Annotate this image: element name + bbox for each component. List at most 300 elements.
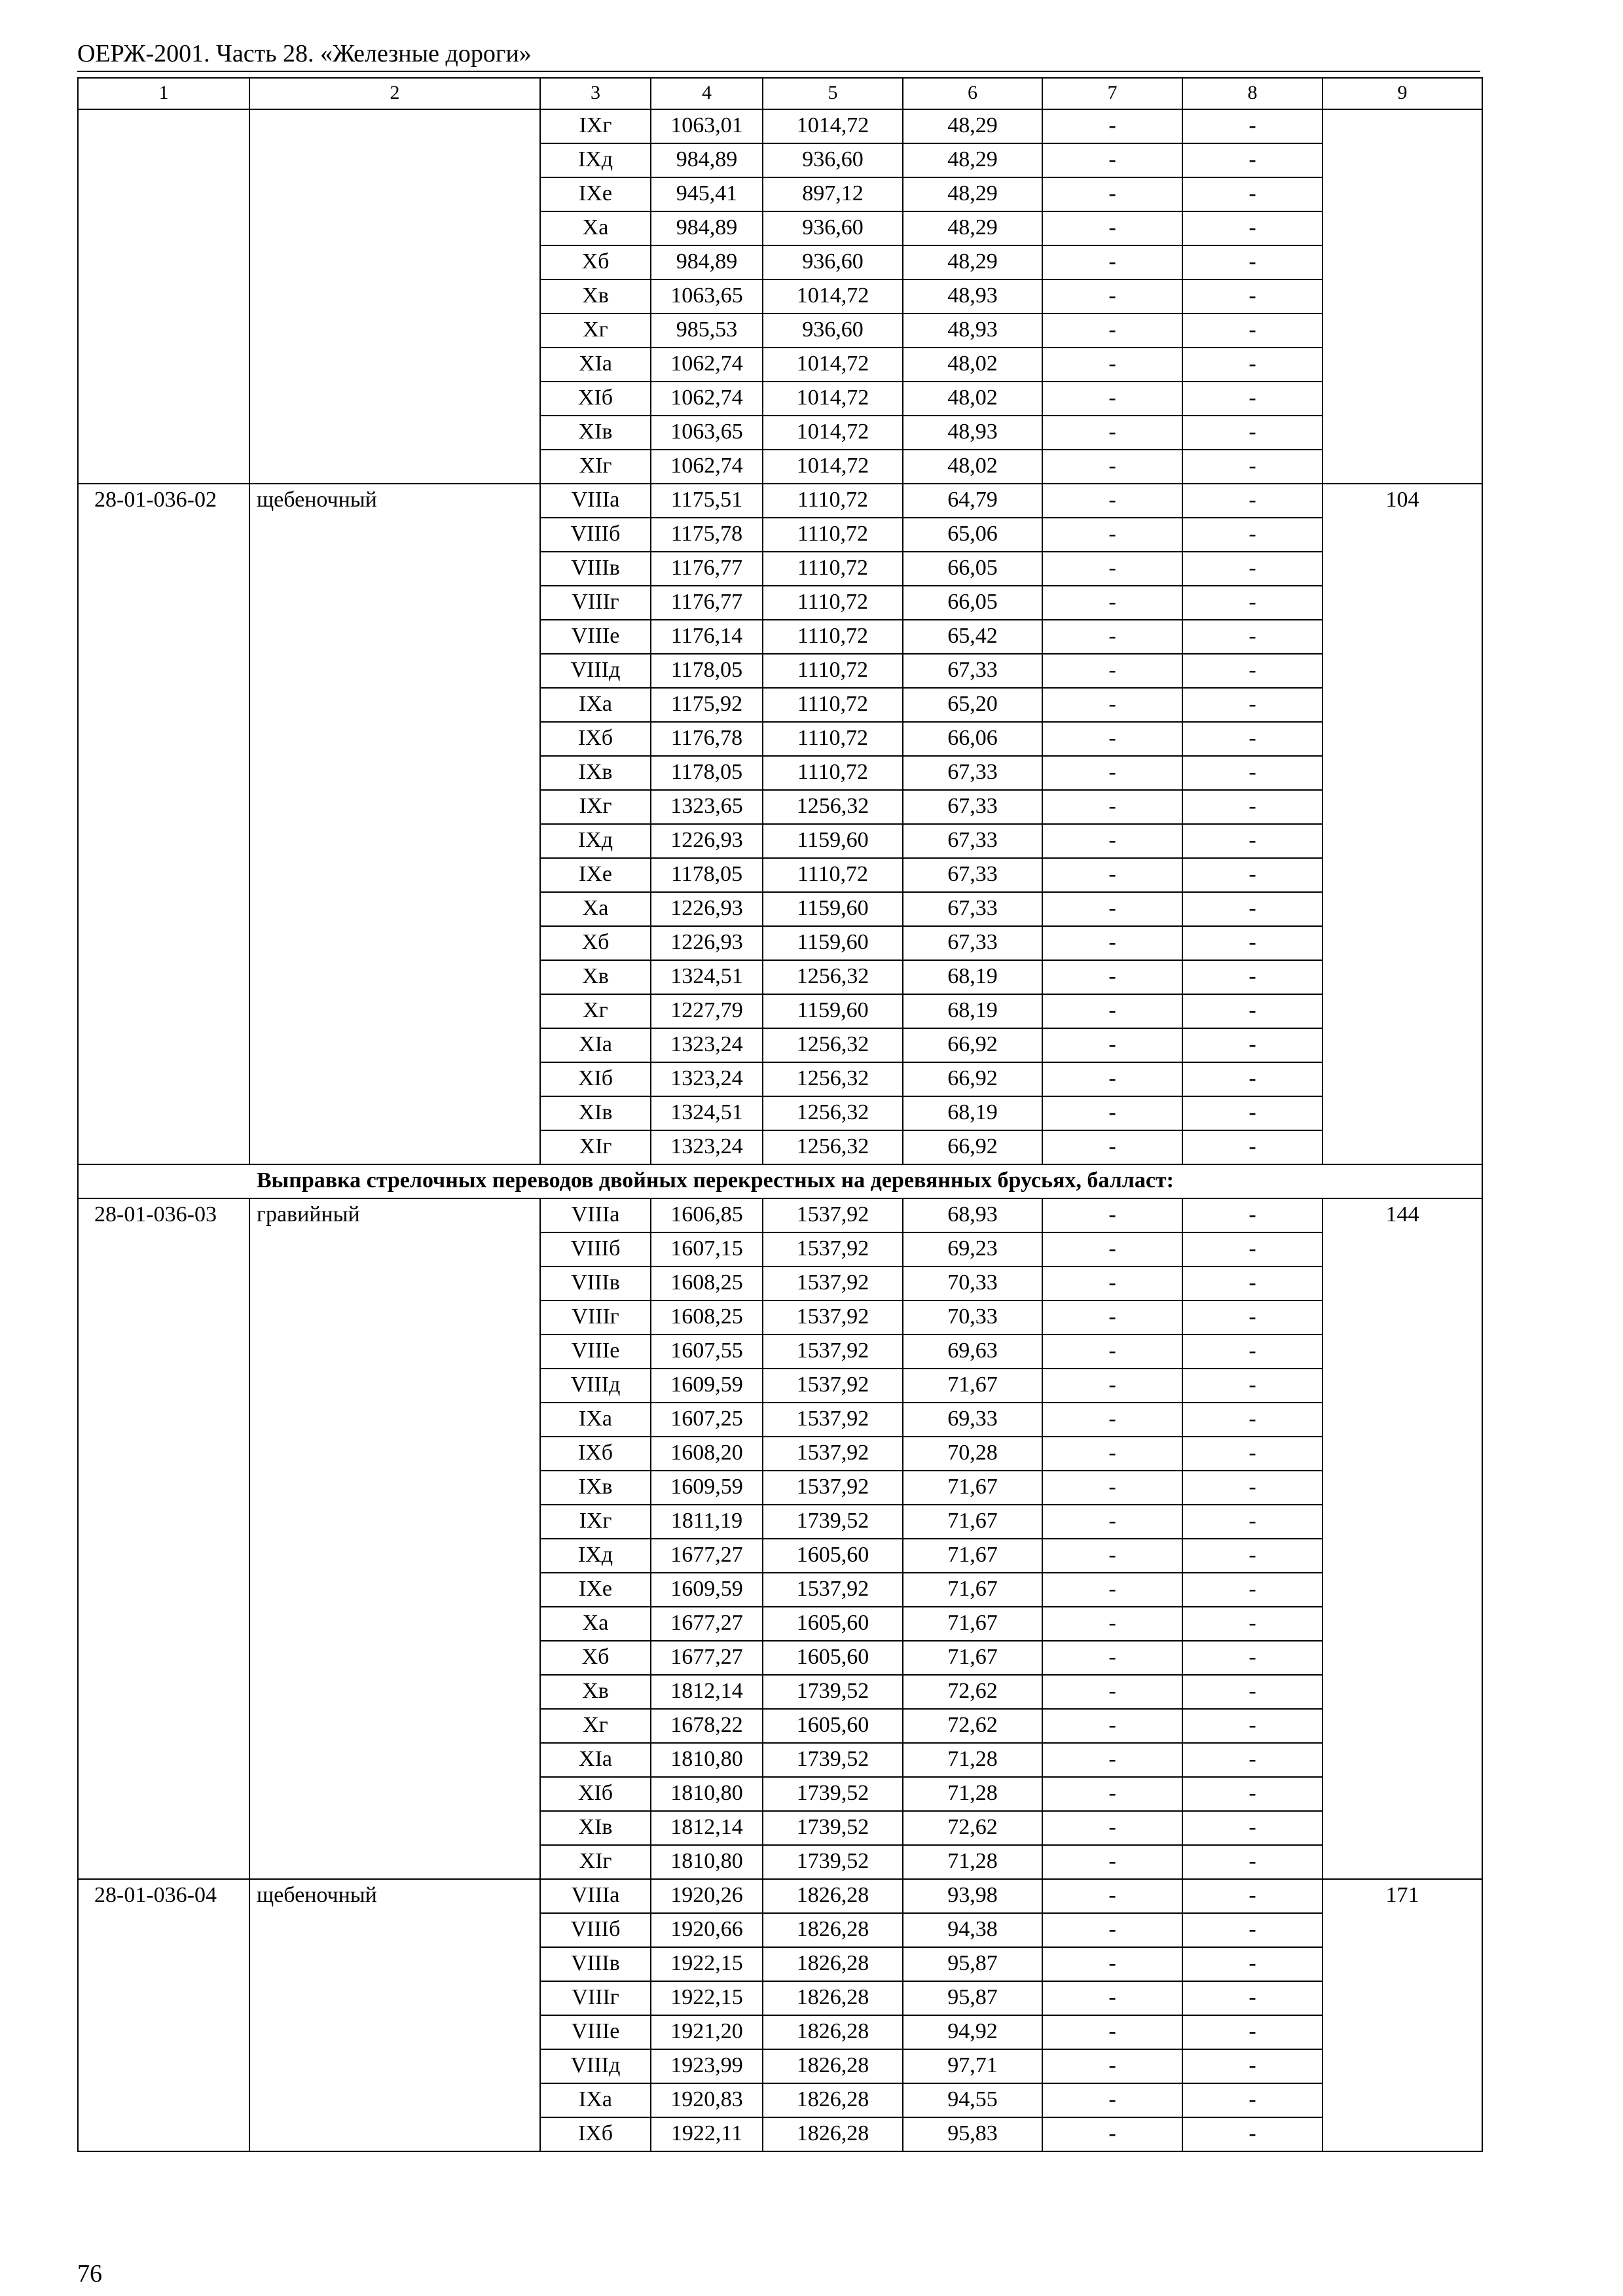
column-number-row — [78, 78, 1482, 109]
value-cell: 71,67 — [903, 1471, 1042, 1505]
value-cell: - — [1182, 348, 1322, 382]
value-cell: 94,92 — [903, 2015, 1042, 2049]
value-cell: 1014,72 — [763, 382, 903, 416]
value-cell: VIIIв — [540, 1947, 651, 1981]
table-row — [78, 109, 1482, 143]
value-cell: VIIIб — [540, 1913, 651, 1947]
value-cell: - — [1042, 1675, 1182, 1709]
value-cell: 97,71 — [903, 2049, 1042, 2083]
value-cell: 897,12 — [763, 177, 903, 211]
value-cell: - — [1182, 143, 1322, 177]
value-cell: - — [1042, 1913, 1182, 1947]
value-cell: - — [1042, 858, 1182, 892]
value-cell: - — [1042, 1811, 1182, 1845]
value-cell: 1323,24 — [651, 1130, 763, 1164]
value-cell: 1605,60 — [763, 1607, 903, 1641]
value-cell: 1608,20 — [651, 1437, 763, 1471]
value-cell: - — [1182, 1266, 1322, 1300]
value-cell: - — [1042, 2117, 1182, 2151]
value-cell: 69,23 — [903, 1232, 1042, 1266]
value-cell: 1323,24 — [651, 1062, 763, 1096]
value-cell: 48,93 — [903, 416, 1042, 450]
value-cell: Xг — [540, 314, 651, 348]
value-cell: 1227,79 — [651, 994, 763, 1028]
value-cell: Xб — [540, 926, 651, 960]
column-number-cell: 4 — [651, 78, 763, 109]
value-cell: 70,33 — [903, 1266, 1042, 1300]
section-heading: Выправка стрелочных переводов двойных перекрестных на деревянных брусьях, балласт: — [78, 1164, 1482, 1198]
value-cell: - — [1182, 177, 1322, 211]
value-cell: VIIIб — [540, 518, 651, 552]
column-number-cell: 2 — [249, 78, 540, 109]
value-cell: VIIIа — [540, 1198, 651, 1232]
value-cell: IXа — [540, 688, 651, 722]
value-cell: 1607,25 — [651, 1403, 763, 1437]
value-cell: 67,33 — [903, 892, 1042, 926]
value-cell: - — [1182, 552, 1322, 586]
value-cell: 1605,60 — [763, 1641, 903, 1675]
value-cell: 1159,60 — [763, 824, 903, 858]
value-cell: - — [1182, 824, 1322, 858]
value-cell: 1110,72 — [763, 586, 903, 620]
value-cell: Xв — [540, 279, 651, 314]
value-cell: 936,60 — [763, 245, 903, 279]
col9-cell: 144 — [1322, 1198, 1482, 1879]
value-cell: 68,93 — [903, 1198, 1042, 1232]
value-cell: - — [1182, 858, 1322, 892]
value-cell: 1178,05 — [651, 654, 763, 688]
value-cell: 1537,92 — [763, 1300, 903, 1335]
value-cell: - — [1042, 1300, 1182, 1335]
value-cell: 1537,92 — [763, 1403, 903, 1437]
value-cell: - — [1182, 1879, 1322, 1913]
value-cell: - — [1182, 2083, 1322, 2117]
value-cell: XIг — [540, 1130, 651, 1164]
value-cell: - — [1182, 1573, 1322, 1607]
value-cell: 1826,28 — [763, 2049, 903, 2083]
value-cell: - — [1042, 1096, 1182, 1130]
value-cell: 48,29 — [903, 143, 1042, 177]
value-cell: 1677,27 — [651, 1641, 763, 1675]
value-cell: VIIIа — [540, 1879, 651, 1913]
value-cell: - — [1182, 416, 1322, 450]
value-cell: VIIIе — [540, 2015, 651, 2049]
value-cell: - — [1182, 1198, 1322, 1232]
ballast-cell: щебеночный — [249, 1879, 540, 2151]
value-cell: 48,93 — [903, 314, 1042, 348]
value-cell: - — [1182, 892, 1322, 926]
value-cell: XIб — [540, 1062, 651, 1096]
value-cell: - — [1182, 382, 1322, 416]
value-cell: 71,67 — [903, 1607, 1042, 1641]
value-cell: IXб — [540, 722, 651, 756]
value-cell: 1226,93 — [651, 926, 763, 960]
value-cell: 1537,92 — [763, 1335, 903, 1369]
value-cell: - — [1182, 1403, 1322, 1437]
value-cell: 69,63 — [903, 1335, 1042, 1369]
value-cell: 95,83 — [903, 2117, 1042, 2151]
value-cell: 1739,52 — [763, 1505, 903, 1539]
value-cell: 1811,19 — [651, 1505, 763, 1539]
value-cell: 1607,15 — [651, 1232, 763, 1266]
page-header-title: ОЕРЖ-2001. Часть 28. «Железные дороги» — [77, 40, 532, 67]
value-cell: 94,55 — [903, 2083, 1042, 2117]
value-cell: 69,33 — [903, 1403, 1042, 1437]
value-cell: - — [1182, 1675, 1322, 1709]
value-cell: - — [1182, 2015, 1322, 2049]
value-cell: 1226,93 — [651, 892, 763, 926]
value-cell: - — [1042, 1879, 1182, 1913]
value-cell: XIв — [540, 1096, 651, 1130]
value-cell: IXв — [540, 1471, 651, 1505]
value-cell: - — [1042, 790, 1182, 824]
value-cell: 1256,32 — [763, 1028, 903, 1062]
value-cell: 72,62 — [903, 1709, 1042, 1743]
value-cell: 1609,59 — [651, 1369, 763, 1403]
value-cell: - — [1182, 1096, 1322, 1130]
value-cell: 71,67 — [903, 1573, 1042, 1607]
value-cell: 72,62 — [903, 1811, 1042, 1845]
value-cell: 48,02 — [903, 450, 1042, 484]
value-cell: - — [1042, 586, 1182, 620]
value-cell: - — [1182, 1505, 1322, 1539]
value-cell: - — [1182, 109, 1322, 143]
value-cell: 67,33 — [903, 654, 1042, 688]
value-cell: - — [1042, 688, 1182, 722]
column-number-cell: 6 — [903, 78, 1042, 109]
value-cell: IXд — [540, 1539, 651, 1573]
value-cell: 1810,80 — [651, 1743, 763, 1777]
value-cell: - — [1182, 994, 1322, 1028]
value-cell: 68,19 — [903, 960, 1042, 994]
value-cell: 1922,15 — [651, 1981, 763, 2015]
value-cell: - — [1042, 1539, 1182, 1573]
value-cell: VIIIе — [540, 1335, 651, 1369]
section-heading-row — [78, 1164, 1482, 1198]
value-cell: - — [1182, 1709, 1322, 1743]
value-cell: 67,33 — [903, 926, 1042, 960]
value-cell: 1826,28 — [763, 2083, 903, 2117]
value-cell: 1537,92 — [763, 1266, 903, 1300]
value-cell: 1324,51 — [651, 960, 763, 994]
value-cell: 1159,60 — [763, 926, 903, 960]
value-cell: 65,42 — [903, 620, 1042, 654]
value-cell: 1175,92 — [651, 688, 763, 722]
value-cell: - — [1182, 1437, 1322, 1471]
col9-cell: 171 — [1322, 1879, 1482, 2151]
value-cell: 1110,72 — [763, 756, 903, 790]
value-cell: 66,06 — [903, 722, 1042, 756]
value-cell: 71,28 — [903, 1743, 1042, 1777]
value-cell: - — [1042, 1947, 1182, 1981]
value-cell: 1810,80 — [651, 1777, 763, 1811]
value-cell: 985,53 — [651, 314, 763, 348]
value-cell: 48,02 — [903, 382, 1042, 416]
value-cell: 68,19 — [903, 1096, 1042, 1130]
value-cell: 1014,72 — [763, 279, 903, 314]
code-cell — [78, 109, 249, 484]
value-cell: 48,29 — [903, 177, 1042, 211]
value-cell: - — [1042, 2083, 1182, 2117]
value-cell: 1537,92 — [763, 1232, 903, 1266]
value-cell: 945,41 — [651, 177, 763, 211]
value-cell: 1537,92 — [763, 1198, 903, 1232]
rates-table-body — [78, 78, 1482, 2151]
value-cell: - — [1182, 960, 1322, 994]
value-cell: 66,05 — [903, 586, 1042, 620]
value-cell: - — [1042, 348, 1182, 382]
value-cell: - — [1042, 1573, 1182, 1607]
value-cell: VIIIд — [540, 654, 651, 688]
value-cell: - — [1042, 279, 1182, 314]
value-cell: 1175,51 — [651, 484, 763, 518]
value-cell: 93,98 — [903, 1879, 1042, 1913]
value-cell: IXб — [540, 1437, 651, 1471]
value-cell: 1256,32 — [763, 1130, 903, 1164]
value-cell: 70,28 — [903, 1437, 1042, 1471]
value-cell: - — [1042, 926, 1182, 960]
value-cell: - — [1042, 1403, 1182, 1437]
value-cell: - — [1182, 1981, 1322, 2015]
value-cell: IXа — [540, 2083, 651, 2117]
value-cell: - — [1182, 1369, 1322, 1403]
value-cell: IXг — [540, 109, 651, 143]
value-cell: 984,89 — [651, 143, 763, 177]
value-cell: XIг — [540, 450, 651, 484]
value-cell: 1178,05 — [651, 756, 763, 790]
value-cell: 1812,14 — [651, 1675, 763, 1709]
value-cell: - — [1182, 1913, 1322, 1947]
value-cell: - — [1042, 1198, 1182, 1232]
ballast-cell — [249, 109, 540, 484]
value-cell: 1256,32 — [763, 960, 903, 994]
value-cell: 1324,51 — [651, 1096, 763, 1130]
value-cell: IXе — [540, 177, 651, 211]
value-cell: 48,29 — [903, 245, 1042, 279]
value-cell: 1826,28 — [763, 1981, 903, 2015]
value-cell: 1062,74 — [651, 382, 763, 416]
value-cell: XIа — [540, 348, 651, 382]
value-cell: - — [1182, 688, 1322, 722]
value-cell: 67,33 — [903, 858, 1042, 892]
code-cell: 28-01-036-04 — [78, 1879, 249, 2151]
value-cell: 71,28 — [903, 1845, 1042, 1879]
value-cell: - — [1042, 1505, 1182, 1539]
value-cell: 1677,27 — [651, 1607, 763, 1641]
value-cell: 1176,77 — [651, 586, 763, 620]
value-cell: 936,60 — [763, 211, 903, 245]
value-cell: - — [1182, 654, 1322, 688]
value-cell: 70,33 — [903, 1300, 1042, 1335]
value-cell: 65,20 — [903, 688, 1042, 722]
value-cell: - — [1182, 1641, 1322, 1675]
value-cell: VIIIг — [540, 1981, 651, 2015]
value-cell: 1812,14 — [651, 1811, 763, 1845]
value-cell: 1609,59 — [651, 1471, 763, 1505]
value-cell: - — [1042, 518, 1182, 552]
value-cell: - — [1182, 1845, 1322, 1879]
value-cell: VIIIа — [540, 484, 651, 518]
value-cell: Xа — [540, 1607, 651, 1641]
value-cell: 71,67 — [903, 1505, 1042, 1539]
value-cell: 1826,28 — [763, 1879, 903, 1913]
value-cell: - — [1042, 484, 1182, 518]
value-cell: - — [1182, 1062, 1322, 1096]
value-cell: 1110,72 — [763, 654, 903, 688]
column-number-cell: 1 — [78, 78, 249, 109]
value-cell: - — [1182, 2049, 1322, 2083]
value-cell: IXв — [540, 756, 651, 790]
col9-cell — [1322, 109, 1482, 484]
value-cell: 66,05 — [903, 552, 1042, 586]
value-cell: - — [1042, 1607, 1182, 1641]
value-cell: 1062,74 — [651, 348, 763, 382]
value-cell: 1922,15 — [651, 1947, 763, 1981]
value-cell: IXг — [540, 790, 651, 824]
value-cell: 1606,85 — [651, 1198, 763, 1232]
value-cell: 65,06 — [903, 518, 1042, 552]
value-cell: - — [1042, 2049, 1182, 2083]
value-cell: 1678,22 — [651, 1709, 763, 1743]
value-cell: - — [1042, 994, 1182, 1028]
value-cell: - — [1182, 1471, 1322, 1505]
value-cell: Xб — [540, 245, 651, 279]
value-cell: 71,67 — [903, 1369, 1042, 1403]
value-cell: - — [1042, 824, 1182, 858]
value-cell: VIIIд — [540, 1369, 651, 1403]
value-cell: XIг — [540, 1845, 651, 1879]
value-cell: - — [1182, 1811, 1322, 1845]
value-cell: 1110,72 — [763, 722, 903, 756]
header-rule — [77, 71, 1480, 72]
ballast-cell: гравийный — [249, 1198, 540, 1879]
rates-table — [77, 77, 1483, 2152]
value-cell: 1607,55 — [651, 1335, 763, 1369]
value-cell: 1110,72 — [763, 688, 903, 722]
value-cell: - — [1182, 2117, 1322, 2151]
value-cell: 1323,65 — [651, 790, 763, 824]
value-cell: - — [1042, 1335, 1182, 1369]
value-cell: 72,62 — [903, 1675, 1042, 1709]
value-cell: - — [1182, 1777, 1322, 1811]
value-cell: - — [1182, 1607, 1322, 1641]
value-cell: 1739,52 — [763, 1743, 903, 1777]
value-cell: - — [1182, 1130, 1322, 1164]
value-cell: 1537,92 — [763, 1573, 903, 1607]
value-cell: VIIIв — [540, 552, 651, 586]
value-cell: - — [1042, 382, 1182, 416]
value-cell: 1110,72 — [763, 552, 903, 586]
value-cell: 1110,72 — [763, 858, 903, 892]
value-cell: XIв — [540, 416, 651, 450]
column-number-cell: 9 — [1322, 78, 1482, 109]
value-cell: 1923,99 — [651, 2049, 763, 2083]
value-cell: 1256,32 — [763, 1062, 903, 1096]
value-cell: XIб — [540, 382, 651, 416]
value-cell: 94,38 — [903, 1913, 1042, 1947]
value-cell: 1110,72 — [763, 620, 903, 654]
column-number-cell: 3 — [540, 78, 651, 109]
value-cell: 1175,78 — [651, 518, 763, 552]
value-cell: 71,67 — [903, 1641, 1042, 1675]
value-cell: 1739,52 — [763, 1675, 903, 1709]
value-cell: 1826,28 — [763, 1913, 903, 1947]
value-cell: - — [1182, 756, 1322, 790]
value-cell: - — [1042, 620, 1182, 654]
value-cell: 1176,77 — [651, 552, 763, 586]
value-cell: Xа — [540, 211, 651, 245]
column-number-cell: 5 — [763, 78, 903, 109]
value-cell: - — [1042, 892, 1182, 926]
value-cell: 984,89 — [651, 211, 763, 245]
value-cell: - — [1182, 245, 1322, 279]
value-cell: - — [1182, 926, 1322, 960]
value-cell: - — [1042, 722, 1182, 756]
value-cell: 67,33 — [903, 756, 1042, 790]
value-cell: IXа — [540, 1403, 651, 1437]
value-cell: 48,93 — [903, 279, 1042, 314]
page-number: 76 — [77, 2260, 102, 2287]
value-cell: 1826,28 — [763, 1947, 903, 1981]
value-cell: - — [1042, 416, 1182, 450]
value-cell: XIа — [540, 1028, 651, 1062]
value-cell: - — [1042, 109, 1182, 143]
value-cell: - — [1182, 1539, 1322, 1573]
table-row — [78, 484, 1482, 518]
value-cell: 1537,92 — [763, 1437, 903, 1471]
value-cell: 1608,25 — [651, 1300, 763, 1335]
value-cell: VIIIд — [540, 2049, 651, 2083]
value-cell: - — [1182, 211, 1322, 245]
value-cell: Xв — [540, 960, 651, 994]
column-number-cell: 8 — [1182, 78, 1322, 109]
value-cell: VIIIг — [540, 586, 651, 620]
value-cell: 1609,59 — [651, 1573, 763, 1607]
value-cell: 1159,60 — [763, 892, 903, 926]
value-cell: 1176,14 — [651, 620, 763, 654]
value-cell: IXд — [540, 824, 651, 858]
value-cell: VIIIв — [540, 1266, 651, 1300]
value-cell: 1159,60 — [763, 994, 903, 1028]
value-cell: 48,29 — [903, 211, 1042, 245]
value-cell: - — [1182, 518, 1322, 552]
value-cell: - — [1042, 177, 1182, 211]
value-cell: - — [1042, 1369, 1182, 1403]
value-cell: Xб — [540, 1641, 651, 1675]
value-cell: 984,89 — [651, 245, 763, 279]
value-cell: - — [1042, 1028, 1182, 1062]
value-cell: 1608,25 — [651, 1266, 763, 1300]
value-cell: 1826,28 — [763, 2015, 903, 2049]
value-cell: - — [1042, 143, 1182, 177]
value-cell: 1605,60 — [763, 1539, 903, 1573]
value-cell: 1920,66 — [651, 1913, 763, 1947]
value-cell: - — [1182, 586, 1322, 620]
value-cell: 95,87 — [903, 1981, 1042, 2015]
value-cell: VIIIг — [540, 1300, 651, 1335]
value-cell: - — [1042, 1845, 1182, 1879]
value-cell: 66,92 — [903, 1130, 1042, 1164]
value-cell: - — [1182, 722, 1322, 756]
value-cell: 1176,78 — [651, 722, 763, 756]
value-cell: 48,02 — [903, 348, 1042, 382]
value-cell: 1920,83 — [651, 2083, 763, 2117]
value-cell: IXб — [540, 2117, 651, 2151]
value-cell: - — [1182, 314, 1322, 348]
value-cell: 1826,28 — [763, 2117, 903, 2151]
value-cell: 66,92 — [903, 1062, 1042, 1096]
value-cell: 1014,72 — [763, 416, 903, 450]
